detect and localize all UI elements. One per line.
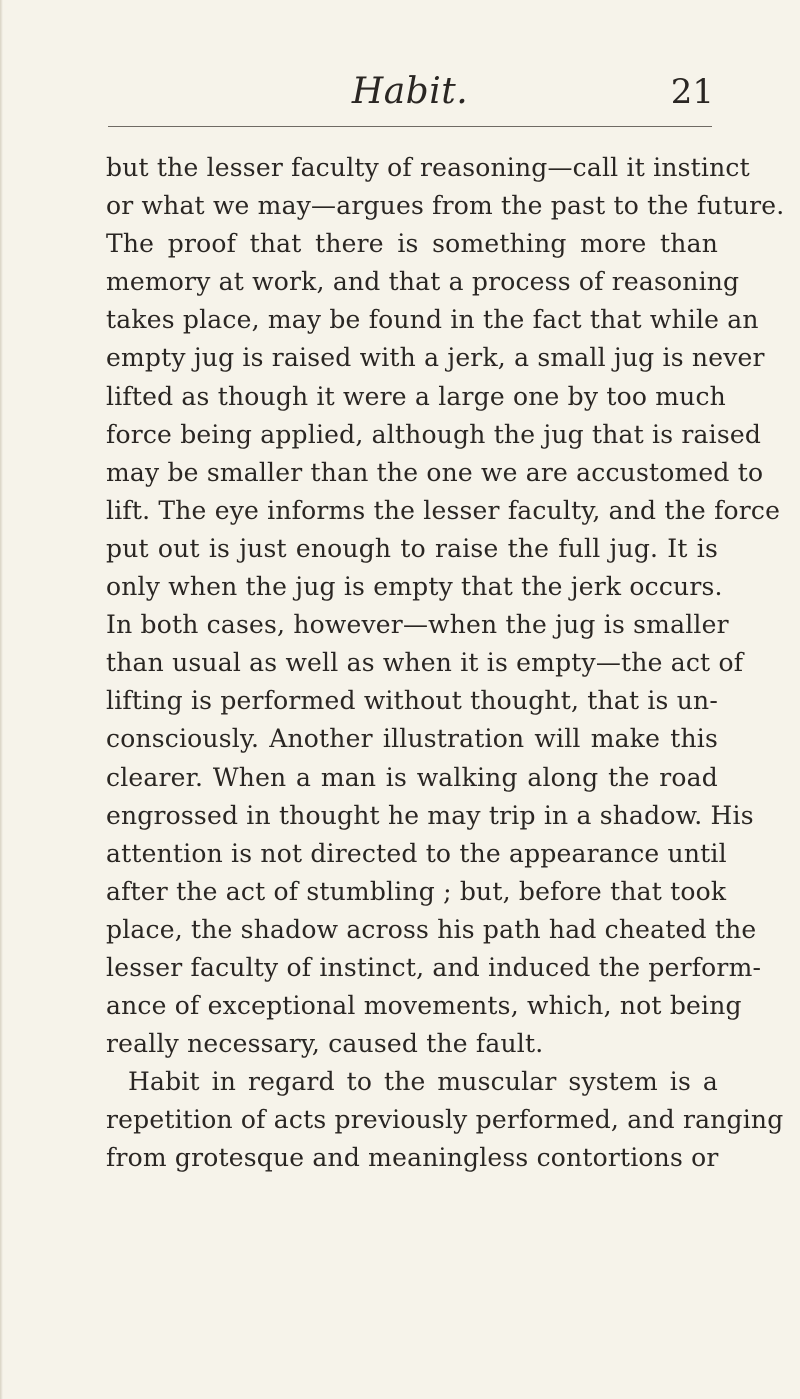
- running-head: [110, 68, 714, 118]
- text-line: clearer. When a man is walking along the road: [106, 762, 718, 792]
- text-line: lifting is performed without thought, that is un-: [106, 686, 718, 716]
- text-line: or what we may—argues from the past to the future.: [106, 191, 785, 221]
- text-line: engrossed in thought he may trip in a shadow. His: [106, 800, 754, 830]
- text-line: from grotesque and meaningless contortions or: [106, 1143, 719, 1173]
- body-text: [106, 149, 785, 1178]
- text-line: In both cases, however—when the jug is smaller: [106, 610, 729, 640]
- header-rule: [108, 126, 712, 127]
- running-title: Habit.: [351, 71, 469, 112]
- binding-edge: [0, 0, 3, 1399]
- text-line: takes place, may be found in the fact that while an: [106, 305, 759, 335]
- text-line: lesser faculty of instinct, and induced the perform-: [106, 952, 762, 982]
- text-line: memory at work, and that a process of reasoning: [106, 267, 740, 297]
- text-line: place, the shadow across his path had cheated the: [106, 914, 757, 944]
- text-line: attention is not directed to the appearance until: [106, 838, 727, 868]
- paragraph-start-line: Habit in regard to the muscular system is a: [128, 1067, 718, 1097]
- text-line: ance of exceptional movements, which, not being: [106, 991, 742, 1021]
- text-line: force being applied, although the jug that is raised: [106, 419, 762, 449]
- text-line: lifted as though it were a large one by too much: [106, 381, 726, 411]
- text-line: only when the jug is empty that the jerk occurs.: [106, 572, 723, 602]
- text-line: The proof that there is something more than: [106, 229, 718, 259]
- text-line: but the lesser faculty of reasoning—call it instinct: [106, 153, 750, 182]
- text-line: lift. The eye informs the lesser faculty, and the force: [106, 495, 781, 525]
- page-number: 21: [670, 72, 714, 112]
- text-line: may be smaller than the one we are accustomed to: [106, 457, 764, 487]
- text-line: than usual as well as when it is empty—the act of: [106, 648, 744, 678]
- paragraph-end-line: really necessary, caused the fault.: [106, 1029, 544, 1059]
- text-line: after the act of stumbling ; but, before that took: [106, 876, 727, 906]
- text-line: consciously. Another illustration will make this: [106, 724, 718, 754]
- text-line: repetition of acts previously performed, and ranging: [106, 1105, 784, 1135]
- text-line: put out is just enough to raise the full jug. It is: [106, 533, 718, 563]
- text-line: empty jug is raised with a jerk, a small jug is never: [106, 343, 765, 373]
